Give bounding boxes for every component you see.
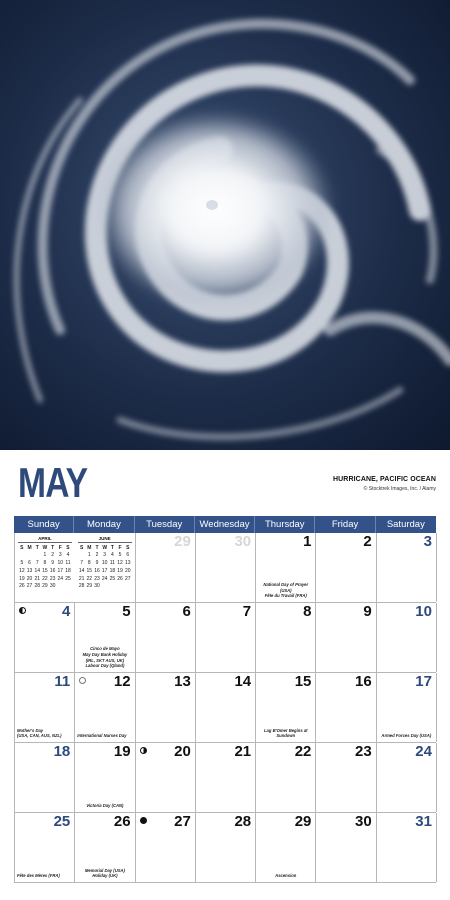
mini-day: 29 xyxy=(42,583,48,590)
day-number: 31 xyxy=(415,813,432,830)
day-number: 15 xyxy=(294,673,312,690)
mini-day: 2 xyxy=(95,552,99,559)
mini-weekday: F xyxy=(58,544,62,551)
day-number: 20 xyxy=(174,743,191,760)
day-cell[interactable] xyxy=(15,603,75,672)
day-cell[interactable] xyxy=(15,813,75,882)
mini-day: 5 xyxy=(118,552,122,559)
week-row xyxy=(15,813,436,883)
mini-day: 9 xyxy=(95,560,99,567)
day-number: 8 xyxy=(303,603,312,620)
holiday-note xyxy=(17,728,72,739)
mini-day: 17 xyxy=(57,567,64,574)
holiday-note xyxy=(77,646,132,669)
mini-day: 9 xyxy=(51,560,54,567)
mini-day: 1 xyxy=(87,552,91,559)
holiday-line: Lag B'Omer Begins at Sundown xyxy=(263,727,308,739)
week-row xyxy=(15,533,436,603)
mini-weekday: F xyxy=(118,544,122,551)
mini-day: 12 xyxy=(117,560,123,567)
mini-weekday: W xyxy=(42,544,48,551)
day-number: 18 xyxy=(53,743,71,760)
mini-day: 7 xyxy=(80,560,84,567)
holiday-line: (IRL, SKT AUS, UK) xyxy=(85,657,125,663)
mini-day: 15 xyxy=(86,567,93,574)
day-cell[interactable] xyxy=(377,673,437,742)
day-cell[interactable] xyxy=(316,603,376,672)
day-number: 13 xyxy=(174,673,191,690)
day-number: 4 xyxy=(61,603,71,620)
day-number: 19 xyxy=(113,743,131,760)
mini-weekday: M xyxy=(27,544,32,551)
mini-day: 26 xyxy=(19,583,25,590)
mini-day: 12 xyxy=(19,567,25,574)
mini-day: 28 xyxy=(34,583,40,590)
day-cell[interactable] xyxy=(377,813,437,882)
mini-week-row xyxy=(18,560,72,568)
mini-day xyxy=(56,583,64,591)
day-cell[interactable] xyxy=(377,533,437,602)
mini-day: 15 xyxy=(42,567,48,574)
mini-day: 6 xyxy=(28,560,31,567)
holiday-line: May Day Bank Holiday xyxy=(82,651,128,657)
day-number: 9 xyxy=(363,603,372,620)
holiday-line: Cinco de Mayo xyxy=(90,646,120,652)
mini-week-row xyxy=(78,552,132,560)
month-title: MAY xyxy=(18,459,88,506)
mini-day xyxy=(78,552,86,560)
day-cell[interactable] xyxy=(316,673,376,742)
day-cell[interactable] xyxy=(196,743,256,812)
day-cell[interactable] xyxy=(256,813,316,882)
day-cell[interactable] xyxy=(136,743,196,812)
mini-day: 25 xyxy=(109,575,116,582)
last-moon-icon xyxy=(19,607,26,614)
holiday-line: Holiday (UK) xyxy=(92,873,118,879)
mini-day: 10 xyxy=(101,560,108,567)
day-number: 30 xyxy=(234,533,252,550)
mini-day: 18 xyxy=(109,567,116,574)
mini-day: 1 xyxy=(43,552,47,559)
mini-calendar-title: APRIL xyxy=(18,536,72,543)
mini-day: 27 xyxy=(26,583,33,590)
mini-day: 21 xyxy=(78,575,85,582)
holiday-note xyxy=(258,582,313,599)
day-number: 1 xyxy=(303,533,312,550)
mini-day: 11 xyxy=(109,560,115,567)
week-row xyxy=(15,603,436,673)
mini-day xyxy=(101,583,109,591)
holiday-note xyxy=(258,873,313,879)
weekday-tuesday: Tuesday xyxy=(135,516,195,533)
mini-day: 26 xyxy=(117,575,123,582)
mini-weekday: T xyxy=(35,544,39,551)
day-number: 16 xyxy=(355,673,372,690)
mini-day xyxy=(109,583,117,591)
day-number: 29 xyxy=(294,813,312,830)
day-cell[interactable] xyxy=(256,673,316,742)
holiday-note xyxy=(77,803,132,809)
day-number: 28 xyxy=(234,813,252,830)
mini-calendars xyxy=(15,533,136,602)
day-number: 3 xyxy=(423,533,432,550)
mini-weekday: S xyxy=(79,544,84,551)
mini-day xyxy=(64,583,72,591)
mini-day: 11 xyxy=(65,560,71,567)
mini-weekday: M xyxy=(87,544,92,551)
mini-day: 20 xyxy=(124,567,131,574)
day-cell[interactable] xyxy=(136,603,196,672)
weekday-thursday: Thursday xyxy=(255,516,315,533)
month-calendar xyxy=(14,516,436,883)
day-number: 11 xyxy=(54,673,71,690)
day-cell[interactable] xyxy=(377,743,437,812)
weekday-monday: Monday xyxy=(74,516,134,533)
mini-day: 8 xyxy=(87,560,91,567)
day-cell[interactable] xyxy=(15,743,75,812)
mini-calendar-june xyxy=(75,533,135,602)
mini-day: 21 xyxy=(34,575,40,582)
day-number: 22 xyxy=(294,743,312,760)
day-cell[interactable] xyxy=(196,673,256,742)
day-number: 6 xyxy=(182,603,191,620)
day-cell[interactable] xyxy=(75,743,135,812)
day-cell[interactable] xyxy=(196,813,256,882)
day-number: 12 xyxy=(113,673,131,690)
day-cell[interactable] xyxy=(136,533,196,602)
mini-day xyxy=(116,583,124,591)
day-cell[interactable] xyxy=(75,603,135,672)
mini-weekday-row xyxy=(78,545,132,553)
photo-credit: © Stocktrek Images, Inc. / Alamy xyxy=(363,486,436,492)
mini-day: 18 xyxy=(65,567,71,574)
mini-weekday: S xyxy=(66,544,70,551)
mini-day: 8 xyxy=(43,560,47,567)
day-number: 17 xyxy=(415,673,432,690)
day-cell[interactable] xyxy=(196,533,256,602)
mini-day xyxy=(18,552,26,560)
first-moon-icon xyxy=(140,747,147,754)
weekday-wednesday: Wednesday xyxy=(195,516,255,533)
mini-day: 5 xyxy=(20,560,24,567)
mini-day xyxy=(124,583,132,591)
holiday-line: Victoria Day (CAN) xyxy=(86,803,124,809)
mini-day: 6 xyxy=(126,552,130,559)
mini-day xyxy=(26,552,34,560)
holiday-note xyxy=(17,873,72,879)
day-cell[interactable] xyxy=(377,603,437,672)
mini-weekday: S xyxy=(126,544,130,551)
mini-day: 19 xyxy=(117,567,123,574)
mini-day: 14 xyxy=(78,567,85,574)
day-number: 24 xyxy=(415,743,432,760)
holiday-line: Armed Forces Day (USA) xyxy=(381,733,432,739)
mini-calendar-april xyxy=(15,533,75,602)
day-number: 23 xyxy=(355,743,372,760)
day-number: 10 xyxy=(415,603,432,620)
mini-calendar-title: JUNE xyxy=(78,536,132,543)
photo-caption xyxy=(333,476,436,492)
mini-day: 30 xyxy=(49,583,56,590)
holiday-line: Fête du Travail (FRA) xyxy=(264,593,307,599)
mini-day: 2 xyxy=(51,552,54,559)
day-cell[interactable] xyxy=(136,673,196,742)
weekday-friday: Friday xyxy=(315,516,375,533)
day-cell[interactable] xyxy=(316,533,376,602)
holiday-line: Mother's Day xyxy=(17,727,44,733)
mini-week-row xyxy=(78,568,132,576)
mini-week-row xyxy=(18,576,72,584)
day-number: 7 xyxy=(242,603,252,620)
holiday-note xyxy=(77,868,132,879)
mini-weekday: W xyxy=(102,544,108,551)
mini-day: 22 xyxy=(42,575,48,582)
mini-day: 10 xyxy=(57,560,64,567)
weekday-saturday: Saturday xyxy=(386,519,425,530)
day-cell[interactable] xyxy=(196,603,256,672)
mini-day xyxy=(33,552,41,560)
day-number: 26 xyxy=(113,813,131,830)
week-row xyxy=(15,743,436,813)
day-cell[interactable] xyxy=(136,813,196,882)
day-number: 27 xyxy=(174,813,191,830)
mini-week-row xyxy=(18,568,72,576)
mini-day: 3 xyxy=(103,552,107,559)
day-number: 2 xyxy=(363,533,372,550)
weekday-sunday: Sunday xyxy=(14,516,74,533)
week-row xyxy=(15,673,436,743)
day-number: 29 xyxy=(174,533,191,550)
mini-day: 24 xyxy=(101,575,108,582)
mini-week-row xyxy=(78,560,132,568)
calendar-grid xyxy=(14,533,436,883)
day-cell[interactable] xyxy=(316,743,376,812)
photo-title: HURRICANE, PACIFIC OCEAN xyxy=(333,476,436,483)
mini-day: 29 xyxy=(86,583,93,590)
mini-weekday: T xyxy=(51,544,55,551)
holiday-note xyxy=(379,733,434,739)
mini-day: 20 xyxy=(26,575,33,582)
day-number: 30 xyxy=(355,813,372,830)
holiday-line: Memorial Day (USA) xyxy=(84,867,125,873)
day-cell[interactable] xyxy=(15,673,75,742)
holiday-line: Ascension xyxy=(275,873,297,879)
mini-day: 27 xyxy=(124,575,131,582)
mini-week-row xyxy=(18,552,72,560)
mini-day: 30 xyxy=(94,583,100,590)
mini-day: 19 xyxy=(19,575,25,582)
mini-day: 4 xyxy=(110,552,114,559)
mini-day: 7 xyxy=(35,560,39,567)
mini-weekday-row xyxy=(18,545,72,553)
mini-day: 13 xyxy=(124,560,131,567)
weekday-header xyxy=(14,516,436,533)
mini-day: 14 xyxy=(34,567,40,574)
day-cell[interactable] xyxy=(256,603,316,672)
day-cell[interactable] xyxy=(256,533,316,602)
mini-week-row xyxy=(78,583,132,591)
mini-weekday: T xyxy=(110,544,114,551)
day-number: 21 xyxy=(234,743,252,760)
mini-day: 22 xyxy=(86,575,93,582)
mini-day: 16 xyxy=(94,567,100,574)
mini-weekday: T xyxy=(95,544,99,551)
mini-day: 4 xyxy=(66,552,70,559)
holiday-line: International Nurses Day xyxy=(77,733,127,739)
day-cell[interactable] xyxy=(75,673,135,742)
holiday-line: Fête des Mères (FRA) xyxy=(17,873,60,879)
day-number: 25 xyxy=(53,813,71,830)
holiday-line: (USA, CAN, AUS, NZL) xyxy=(17,733,62,739)
mini-day: 28 xyxy=(78,583,85,590)
day-cell[interactable] xyxy=(75,813,135,882)
mini-weekday: S xyxy=(20,544,24,551)
holiday-note xyxy=(258,728,313,739)
new-moon-icon xyxy=(140,817,147,824)
holiday-line: Labour Day (Qland) xyxy=(85,663,125,669)
mini-day: 24 xyxy=(57,575,64,582)
day-cell[interactable] xyxy=(256,743,316,812)
mini-day: 3 xyxy=(58,552,62,559)
holiday-note xyxy=(77,733,132,739)
mini-day: 25 xyxy=(65,575,71,582)
mini-day: 13 xyxy=(26,567,33,574)
mini-week-row xyxy=(18,583,72,591)
day-cell[interactable] xyxy=(316,813,376,882)
full-moon-icon xyxy=(79,677,86,684)
mini-day: 16 xyxy=(49,567,56,574)
day-number: 5 xyxy=(122,603,131,620)
mini-day: 23 xyxy=(49,575,56,582)
mini-day: 23 xyxy=(94,575,100,582)
mini-week-row xyxy=(78,576,132,584)
mini-day: 17 xyxy=(101,567,108,574)
holiday-line: National Day of Prayer (USA) xyxy=(263,581,309,593)
day-number: 14 xyxy=(234,673,252,690)
